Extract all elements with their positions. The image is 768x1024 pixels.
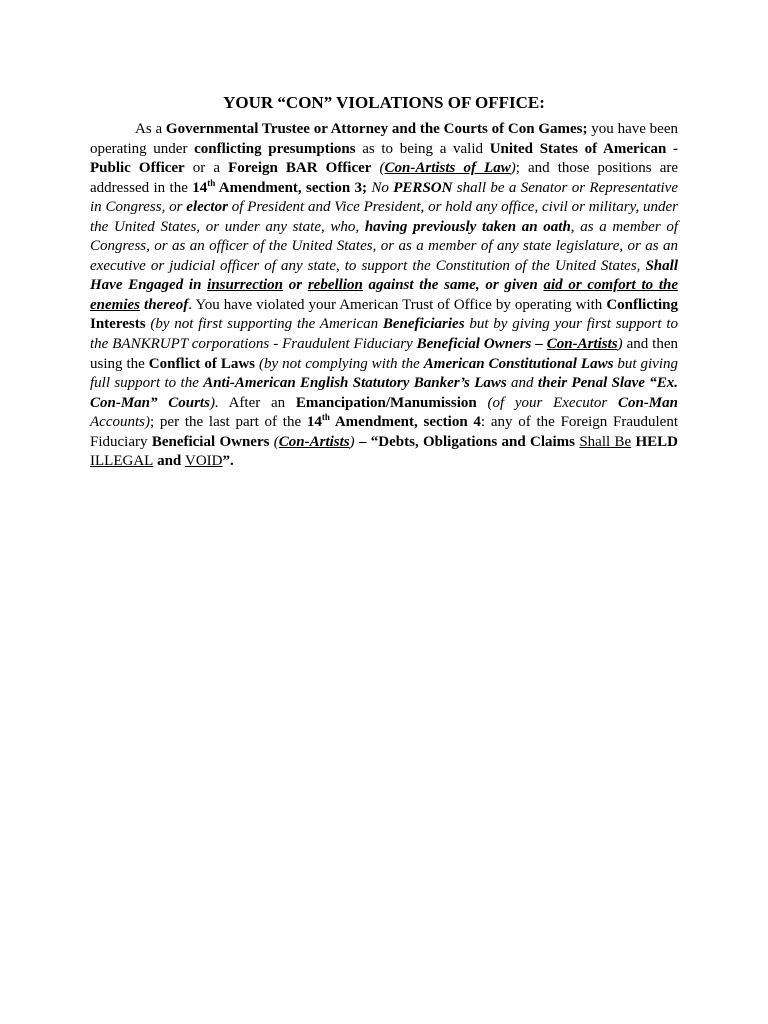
text-run: Shall Be <box>579 433 632 450</box>
text-run: as to being a valid <box>355 140 490 157</box>
text-run: Con-Artists <box>278 433 350 450</box>
text-run: 14 <box>192 179 208 196</box>
text-run: ( <box>269 433 279 450</box>
text-run: ”. <box>222 453 234 470</box>
text-run: and then using the <box>90 336 678 372</box>
text-run: Con-Artists <box>546 336 618 353</box>
text-run: Accounts) <box>90 414 150 431</box>
text-run: having previously taken an oath <box>364 218 571 235</box>
text-run: American Constitutional Laws <box>423 355 614 372</box>
text-run: of President and Vice President, or hold any office, civil or military, under the United States, or under any state, who, <box>90 199 678 235</box>
text-run: or a <box>184 160 229 177</box>
text-run: Conflicting Interests <box>90 296 678 333</box>
text-run: insurrection <box>207 277 284 294</box>
text-run: ) <box>617 336 623 353</box>
text-run: but giving full support to the <box>90 355 679 392</box>
body-paragraph <box>90 120 678 472</box>
text-run: : any of the Foreign Fraudulent Fiduciary <box>90 414 678 450</box>
text-run: No <box>367 179 394 196</box>
text-run: aid or comfort to the enemies <box>90 277 678 313</box>
text-run: their Penal Slave “Ex. Con-Man” Courts <box>90 375 678 411</box>
document-page <box>90 92 678 472</box>
text-run: PERSON <box>393 179 453 196</box>
text-run: Beneficiaries <box>382 316 465 333</box>
text-run: Con-Man <box>617 394 678 411</box>
text-run: Amendment, section 4 <box>329 414 481 431</box>
text-run: Governmental Trustee or Attorney and the Courts of Con Games; <box>165 121 588 137</box>
text-run: ILLEGAL <box>90 453 154 470</box>
text-run: (by not first supporting the American <box>145 316 383 333</box>
document-title: YOUR “CON” VIOLATIONS OF OFFICE: <box>223 93 545 112</box>
text-run: Con-Artists of Law <box>384 160 511 177</box>
text-run: Amendment, section 3; <box>215 179 368 196</box>
text-run: . You have violated your American Trust of Office by operating with <box>188 296 607 313</box>
text-run: th <box>321 412 330 423</box>
text-run: 14 <box>306 414 322 431</box>
text-run: or <box>283 277 308 294</box>
text-run: Beneficial Owners <box>151 433 270 450</box>
text-run: Foreign BAR Officer <box>228 160 372 177</box>
text-run: (of your Executor <box>476 394 618 411</box>
text-run: ; and those positions are addressed in the <box>90 160 679 196</box>
text-run: ). <box>209 394 219 411</box>
text-run: rebellion <box>307 277 363 294</box>
text-run: As a <box>135 121 166 137</box>
text-run: and <box>506 375 538 392</box>
text-run: and <box>153 453 185 470</box>
text-run: elector <box>186 199 228 216</box>
text-run: th <box>207 177 216 188</box>
text-run: Anti-American English Statutory Banker’s Laws <box>203 375 507 392</box>
text-run: HELD <box>631 433 678 450</box>
text-run: conflicting presumptions <box>194 140 356 157</box>
text-run: ( <box>371 160 385 177</box>
text-run: ) <box>349 433 355 450</box>
text-run: Beneficial Owners – <box>416 336 547 353</box>
text-run: against the same, or given <box>362 277 544 294</box>
text-run: , as a member of Congress, or as an officer of the United States, or as a member of any state legislature, or as an executive or judicial officer of any state, to support the Constitution of the United States, <box>90 218 678 274</box>
text-run: ) <box>510 160 516 177</box>
text-run: Conflict of Laws <box>148 355 256 372</box>
text-run: United States of American - Public Officer <box>90 140 678 177</box>
text-run: VOID <box>185 453 223 470</box>
text-run: – “Debts, Obligations and Claims <box>354 433 580 450</box>
text-run: (by not complying with the <box>255 355 424 372</box>
text-run: Shall Have Engaged in <box>90 257 678 294</box>
text-run: shall be a Senator or Representative in Congress, or <box>90 179 678 216</box>
text-run: but by giving your first support to the BANKRUPT corporations - Fraudulent Fiduciary <box>90 316 679 353</box>
text-run: Emancipation/Manumission <box>295 394 477 411</box>
text-run: ; per the last part of the <box>149 414 307 431</box>
text-run: thereof <box>140 296 189 313</box>
text-run: After an <box>218 394 296 411</box>
text-run: you have been operating under <box>90 121 679 157</box>
